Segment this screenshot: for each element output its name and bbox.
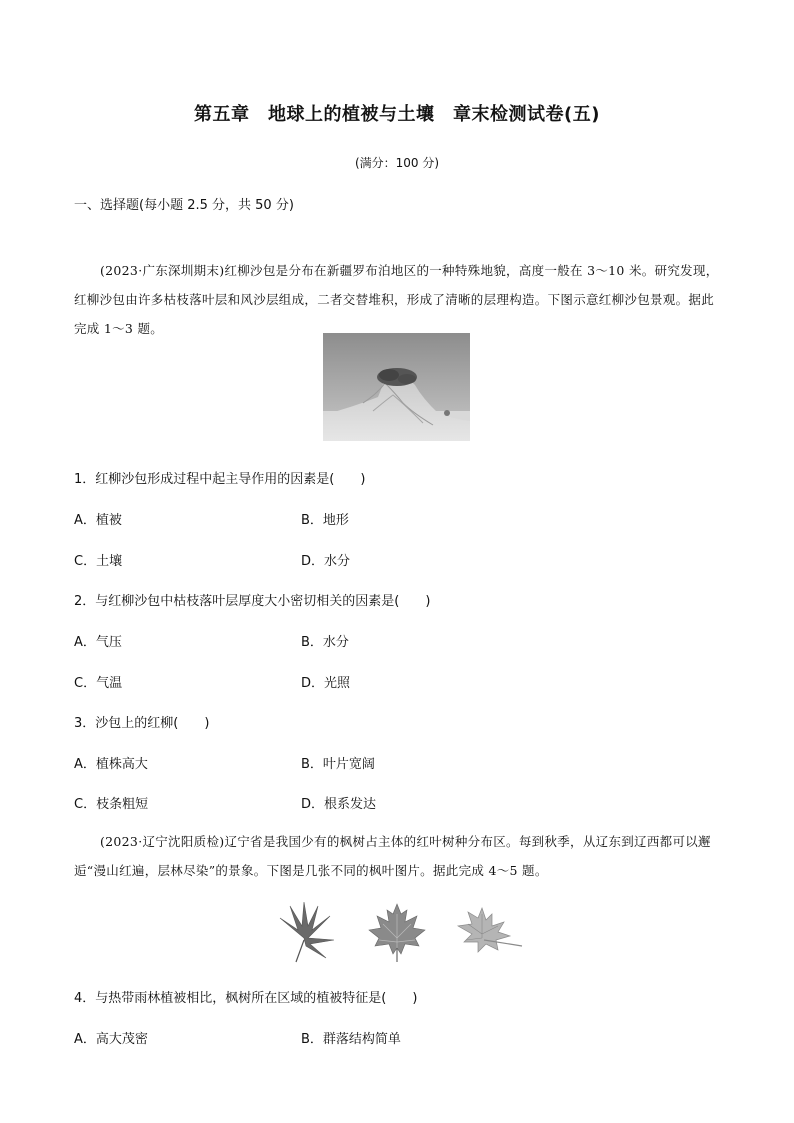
question-1-option-c: C．土壤 (74, 554, 123, 569)
question-4-option-b: B．群落结构简单 (301, 1032, 401, 1047)
full-score: (满分：100 分) (354, 156, 440, 170)
question-2-option-d: D．光照 (301, 676, 351, 691)
question-3-option-b: B．叶片宽阔 (301, 757, 375, 772)
maple-leaf-image-3 (452, 900, 524, 966)
maple-leaf-image-2 (361, 900, 433, 966)
passage-1: (2023·广东深圳期末)红柳沙包是分布在新疆罗布泊地区的一种特殊地貌，高度一般在 3～10 米。研究发现，红柳沙包由许多枯枝落叶层和风沙层组成，二者交替堆积，形成了清晰的层理构造。下图示意红柳沙包景观。据此完成 1～3 题。 (74, 263, 719, 336)
page-title: 第五章 地球上的植被与土壤 章末检测试卷(五) (194, 104, 600, 125)
question-1-option-a: A．植被 (74, 513, 122, 528)
question-4-option-a: A．高大茂密 (74, 1032, 148, 1047)
question-4-stem: 4．与热带雨林植被相比，枫树所在区域的植被特征是( ) (74, 991, 418, 1006)
section-heading: 一、选择题(每小题 2.5 分，共 50 分) (74, 198, 294, 213)
question-2-stem: 2．与红柳沙包中枯枝落叶层厚度大小密切相关的因素是( ) (74, 594, 431, 609)
question-3-stem: 3．沙包上的红柳( ) (74, 716, 210, 731)
question-2-option-c: C．气温 (74, 676, 123, 691)
red-willow-sand-mound-photo (323, 333, 470, 441)
passage-2: (2023·辽宁沈阳质检)辽宁省是我国少有的枫树占主体的红叶树种分布区。每到秋季，从辽东到辽西都可以邂逅“漫山红遍，层林尽染”的景象。下图是几张不同的枫叶图片。据此完成 4～5 题。 (74, 834, 711, 878)
question-1-stem: 1．红柳沙包形成过程中起主导作用的因素是( ) (74, 472, 366, 487)
question-1-option-b: B．地形 (301, 513, 349, 528)
question-3-option-a: A．植株高大 (74, 757, 148, 772)
question-3-option-c: C．枝条粗短 (74, 797, 149, 812)
question-3-option-d: D．根系发达 (301, 797, 377, 812)
question-1-option-d: D．水分 (301, 554, 351, 569)
question-2-option-a: A．气压 (74, 635, 122, 650)
question-2-option-b: B．水分 (301, 635, 349, 650)
maple-leaf-image-1 (268, 900, 340, 966)
